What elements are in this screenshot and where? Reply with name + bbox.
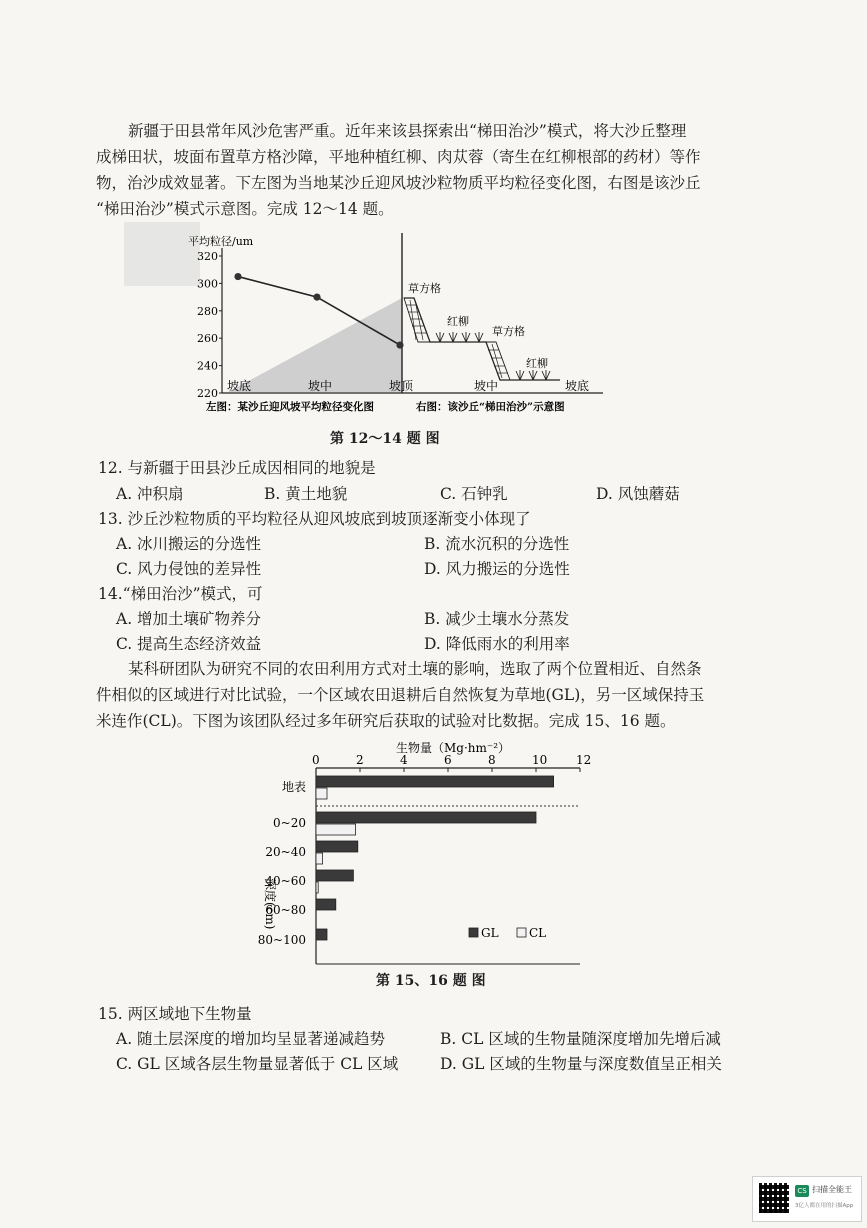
qr-code-icon [759, 1183, 789, 1213]
bar-x-tick-5: 10 [532, 753, 548, 767]
right-x-label-middle: 坡中 [474, 379, 499, 393]
bar-gl-4 [316, 899, 336, 910]
y-tick-label-4: 240 [197, 359, 218, 373]
bar-gl-0 [316, 776, 554, 787]
y-tick-label-0: 320 [197, 250, 218, 263]
left-subcaption: 左图：某沙丘迎风坡平均粒径变化图 [206, 401, 374, 413]
bar-x-tick-0: 0 [312, 753, 320, 767]
q14-option-b[interactable]: B. 减少土壤水分蒸发 [424, 610, 570, 628]
x-label-bottom: 坡底 [227, 379, 252, 393]
bar-cl-1 [316, 824, 356, 835]
scanner-app-name: 扫描全能王 [812, 1185, 852, 1194]
q15-stem: 15. 两区域地下生物量 [98, 1005, 252, 1023]
q14-option-c[interactable]: C. 提高生态经济效益 [116, 635, 262, 653]
q15-option-c[interactable]: C. GL 区域各层生物量显著低于 CL 区域 [116, 1055, 399, 1073]
dune-shape [228, 298, 402, 392]
y-ticks [197, 250, 222, 400]
y-tick-label-3: 260 [197, 332, 218, 346]
grain-size-point-2 [396, 341, 403, 348]
intro1-line-4: “梯田治沙”模式示意图。完成 12～14 题。 [96, 200, 394, 218]
bar-x-tick-6: 12 [576, 753, 592, 767]
intro1-line-2: 成梯田状，坡面布置草方格沙障，平地种植红柳、肉苁蓉（寄生在红柳根部的药材）等作 [96, 148, 701, 166]
x-label-top: 坡顶 [389, 379, 414, 393]
bar-category-1: 0~20 [273, 816, 306, 830]
label-willow-1: 红柳 [447, 315, 469, 328]
bar-bars [316, 776, 554, 940]
q15-option-b[interactable]: B. CL 区域的生物量随深度增加先增后减 [440, 1030, 721, 1048]
legend-label-gl: GL [481, 926, 499, 940]
right-x-label-bottom: 坡底 [565, 379, 590, 393]
label-grass-2: 草方格 [492, 325, 525, 338]
q15-option-a[interactable]: A. 随土层深度的增加均呈显著递减趋势 [116, 1030, 386, 1048]
willow-shrubs-1 [436, 332, 483, 342]
y-axis-label: 平均粒径/um [188, 235, 254, 248]
bar-gl-3 [316, 870, 353, 881]
bar-x-tick-1: 2 [356, 753, 364, 767]
y-tick-label-2: 280 [197, 304, 218, 318]
bar-chart-xlabel: 生物量（Mg·hm⁻²） [396, 741, 511, 755]
legend-label-cl: CL [529, 926, 547, 940]
intro-paragraph-2 [96, 656, 776, 734]
figure-15-16-caption: 第 15、16 题 图 [376, 973, 486, 989]
q13-stem: 13. 沙丘沙粒物质的平均粒径从迎风坡底到坡顶逐渐变小体现了 [98, 510, 531, 528]
bar-x-tick-4: 8 [488, 753, 496, 767]
q12-option-b[interactable]: B. 黄土地貌 [264, 485, 348, 503]
label-grass-1: 草方格 [408, 282, 441, 295]
willow-shrubs-2 [516, 370, 550, 380]
bar-x-ticks [312, 753, 591, 772]
q14-option-a[interactable]: A. 增加土壤矿物养分 [116, 610, 262, 628]
q12-option-d[interactable]: D. 风蚀蘑菇 [596, 485, 680, 503]
figure-12-14-caption: 第 12～14 题 图 [330, 431, 440, 447]
figure-12-14 [0, 0, 867, 430]
bar-category-5: 80~100 [257, 933, 306, 947]
x-label-middle: 坡中 [308, 379, 333, 393]
q12-option-c[interactable]: C. 石钟乳 [440, 485, 508, 503]
scanner-watermark [752, 1176, 862, 1222]
bar-cl-0 [316, 788, 327, 799]
grain-size-point-0 [234, 273, 241, 280]
bar-chart-ylabel: 深度(cm) [263, 878, 277, 930]
q14-option-d[interactable]: D. 降低雨水的利用率 [424, 635, 570, 653]
bar-gl-2 [316, 841, 358, 852]
q14-stem: 14.“梯田治沙”模式，可 [98, 585, 263, 603]
bar-gl-5 [316, 929, 327, 940]
q13-option-c[interactable]: C. 风力侵蚀的差异性 [116, 560, 262, 578]
legend-swatch-gl [469, 928, 478, 937]
bar-x-tick-2: 4 [400, 753, 408, 767]
legend-swatch-cl [517, 928, 526, 937]
cs-logo-icon: CS [795, 1185, 809, 1197]
label-willow-2: 红柳 [526, 357, 548, 370]
q13-option-b[interactable]: B. 流水沉积的分选性 [424, 535, 570, 553]
bar-category-2: 20~40 [265, 845, 306, 859]
bar-category-0: 地表 [281, 780, 306, 794]
q13-option-d[interactable]: D. 风力搬运的分选性 [424, 560, 570, 578]
intro1-line-3: 物，治沙成效显著。下左图为当地某沙丘迎风坡沙粒物质平均粒径变化图，右图是该沙丘 [96, 174, 701, 192]
q12-stem: 12. 与新疆于田县沙丘成因相同的地貌是 [98, 459, 376, 477]
intro2-line-3: 米连作(CL)。下图为该团队经过多年研究后获取的试验对比数据。完成 15、16 题。 [96, 712, 676, 730]
bar-category-4: 60~80 [265, 903, 306, 917]
y-tick-label-5: 220 [197, 387, 218, 400]
bar-gl-1 [316, 812, 536, 823]
scanner-app-subtitle: 3亿人都在用的扫描App [795, 1203, 854, 1209]
q15-option-d[interactable]: D. GL 区域的生物量与深度数值呈正相关 [440, 1055, 722, 1073]
intro1-line-1: 新疆于田县常年风沙危害严重。近年来该县探索出“梯田治沙”模式，将大沙丘整理 [128, 122, 687, 140]
q13-option-a[interactable]: A. 冰川搬运的分选性 [116, 535, 262, 553]
bar-category-3: 40~60 [265, 874, 306, 888]
q12-option-a[interactable]: A. 冲积扇 [116, 485, 184, 503]
y-tick-label-1: 300 [197, 277, 218, 291]
right-subcaption: 右图：该沙丘“梯田治沙”示意图 [416, 401, 565, 413]
grass-grid-2 [486, 342, 510, 380]
intro2-line-2: 件相似的区域进行对比试验，一个区域农田退耕后自然恢复为草地(GL)，另一区域保持玉 [96, 686, 705, 704]
bar-cl-2 [316, 853, 323, 864]
grain-size-point-1 [313, 294, 320, 301]
bar-x-tick-3: 6 [444, 753, 452, 767]
scan-shadow [124, 222, 200, 286]
figure-15-16 [0, 730, 867, 990]
bar-cl-3 [316, 882, 318, 893]
intro2-line-1: 某科研团队为研究不同的农田利用方式对土壤的影响，选取了两个位置相近、自然条 [128, 660, 702, 678]
